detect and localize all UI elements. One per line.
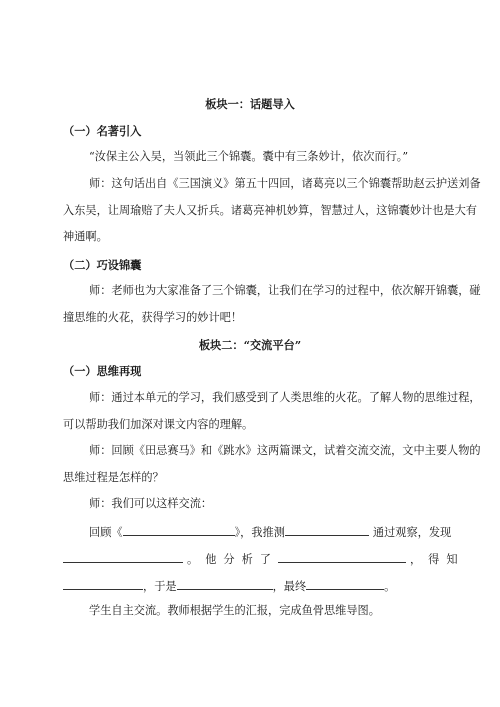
paragraph-line: 撞思维的火花，获得学习的妙计吧！: [63, 311, 243, 324]
blank-field[interactable]: [63, 578, 143, 590]
blank-field[interactable]: [123, 524, 235, 536]
blank-field[interactable]: [306, 578, 384, 590]
paragraph-line: 师：这句话出自《三国演义》第五十四回，诸葛亮以三个锦囊帮助赵云护送刘备: [89, 177, 481, 190]
paragraph-line: 思维过程是怎样的？: [63, 471, 164, 484]
template-text: ，得知: [409, 553, 465, 566]
heading-qiaoshe-jinnang: （二）巧设锦囊: [63, 258, 142, 272]
paragraph-line: 可以帮助我们加深对课文内容的理解。: [63, 418, 254, 431]
paragraph-line: 师：通过本单元的学习，我们感受到了人类思维的火花。了解人物的思维过程，: [89, 391, 481, 404]
template-text: 。: [384, 580, 396, 593]
template-text: 通过观察，发现: [372, 526, 452, 539]
paragraph-line: 师：回顾《田忌赛马》和《跳水》这两篇课文，试着交流交流，文中主要人物的: [89, 444, 481, 457]
template-line-3: [63, 578, 395, 594]
closing-line: 学生自主交流。教师根据学生的汇报，完成鱼骨思维导图。: [89, 604, 380, 617]
heading-siwei-zaixian: （一）思维再现: [63, 364, 142, 378]
paragraph-line: 神通啊。: [63, 230, 108, 243]
blank-field[interactable]: [285, 524, 369, 536]
blank-field[interactable]: [63, 551, 183, 563]
paragraph-line: 师：我们可以这样交流：: [89, 497, 213, 510]
template-text: ，最终: [272, 580, 307, 593]
blank-field[interactable]: [177, 578, 273, 590]
quote-line: “汝保主公入吴，当领此三个锦囊。囊中有三条妙计，依次而行。”: [89, 150, 409, 163]
paragraph-line: 入东吴，让周瑜赔了夫人又折兵。诸葛亮神机妙算，智慧过人，这锦囊妙计也是大有: [63, 204, 477, 217]
template-text: 回顾《: [89, 526, 123, 539]
heading-mingzhu-yinru: （一）名著引入: [63, 124, 142, 138]
template-line-1: [89, 524, 451, 540]
template-line-2: [63, 551, 465, 567]
template-text: 》，我推测: [234, 526, 285, 539]
template-text: 。他分析了: [187, 553, 278, 566]
template-text: ，于是: [143, 580, 177, 593]
paragraph-line: 师：老师也为大家准备了三个锦囊，让我们在学习的过程中，依次解开锦囊，碰: [89, 284, 481, 297]
section2-title: 板块二：“交流平台”: [198, 338, 302, 352]
blank-field[interactable]: [278, 551, 406, 563]
section1-title: 板块一：话题导入: [205, 97, 295, 111]
